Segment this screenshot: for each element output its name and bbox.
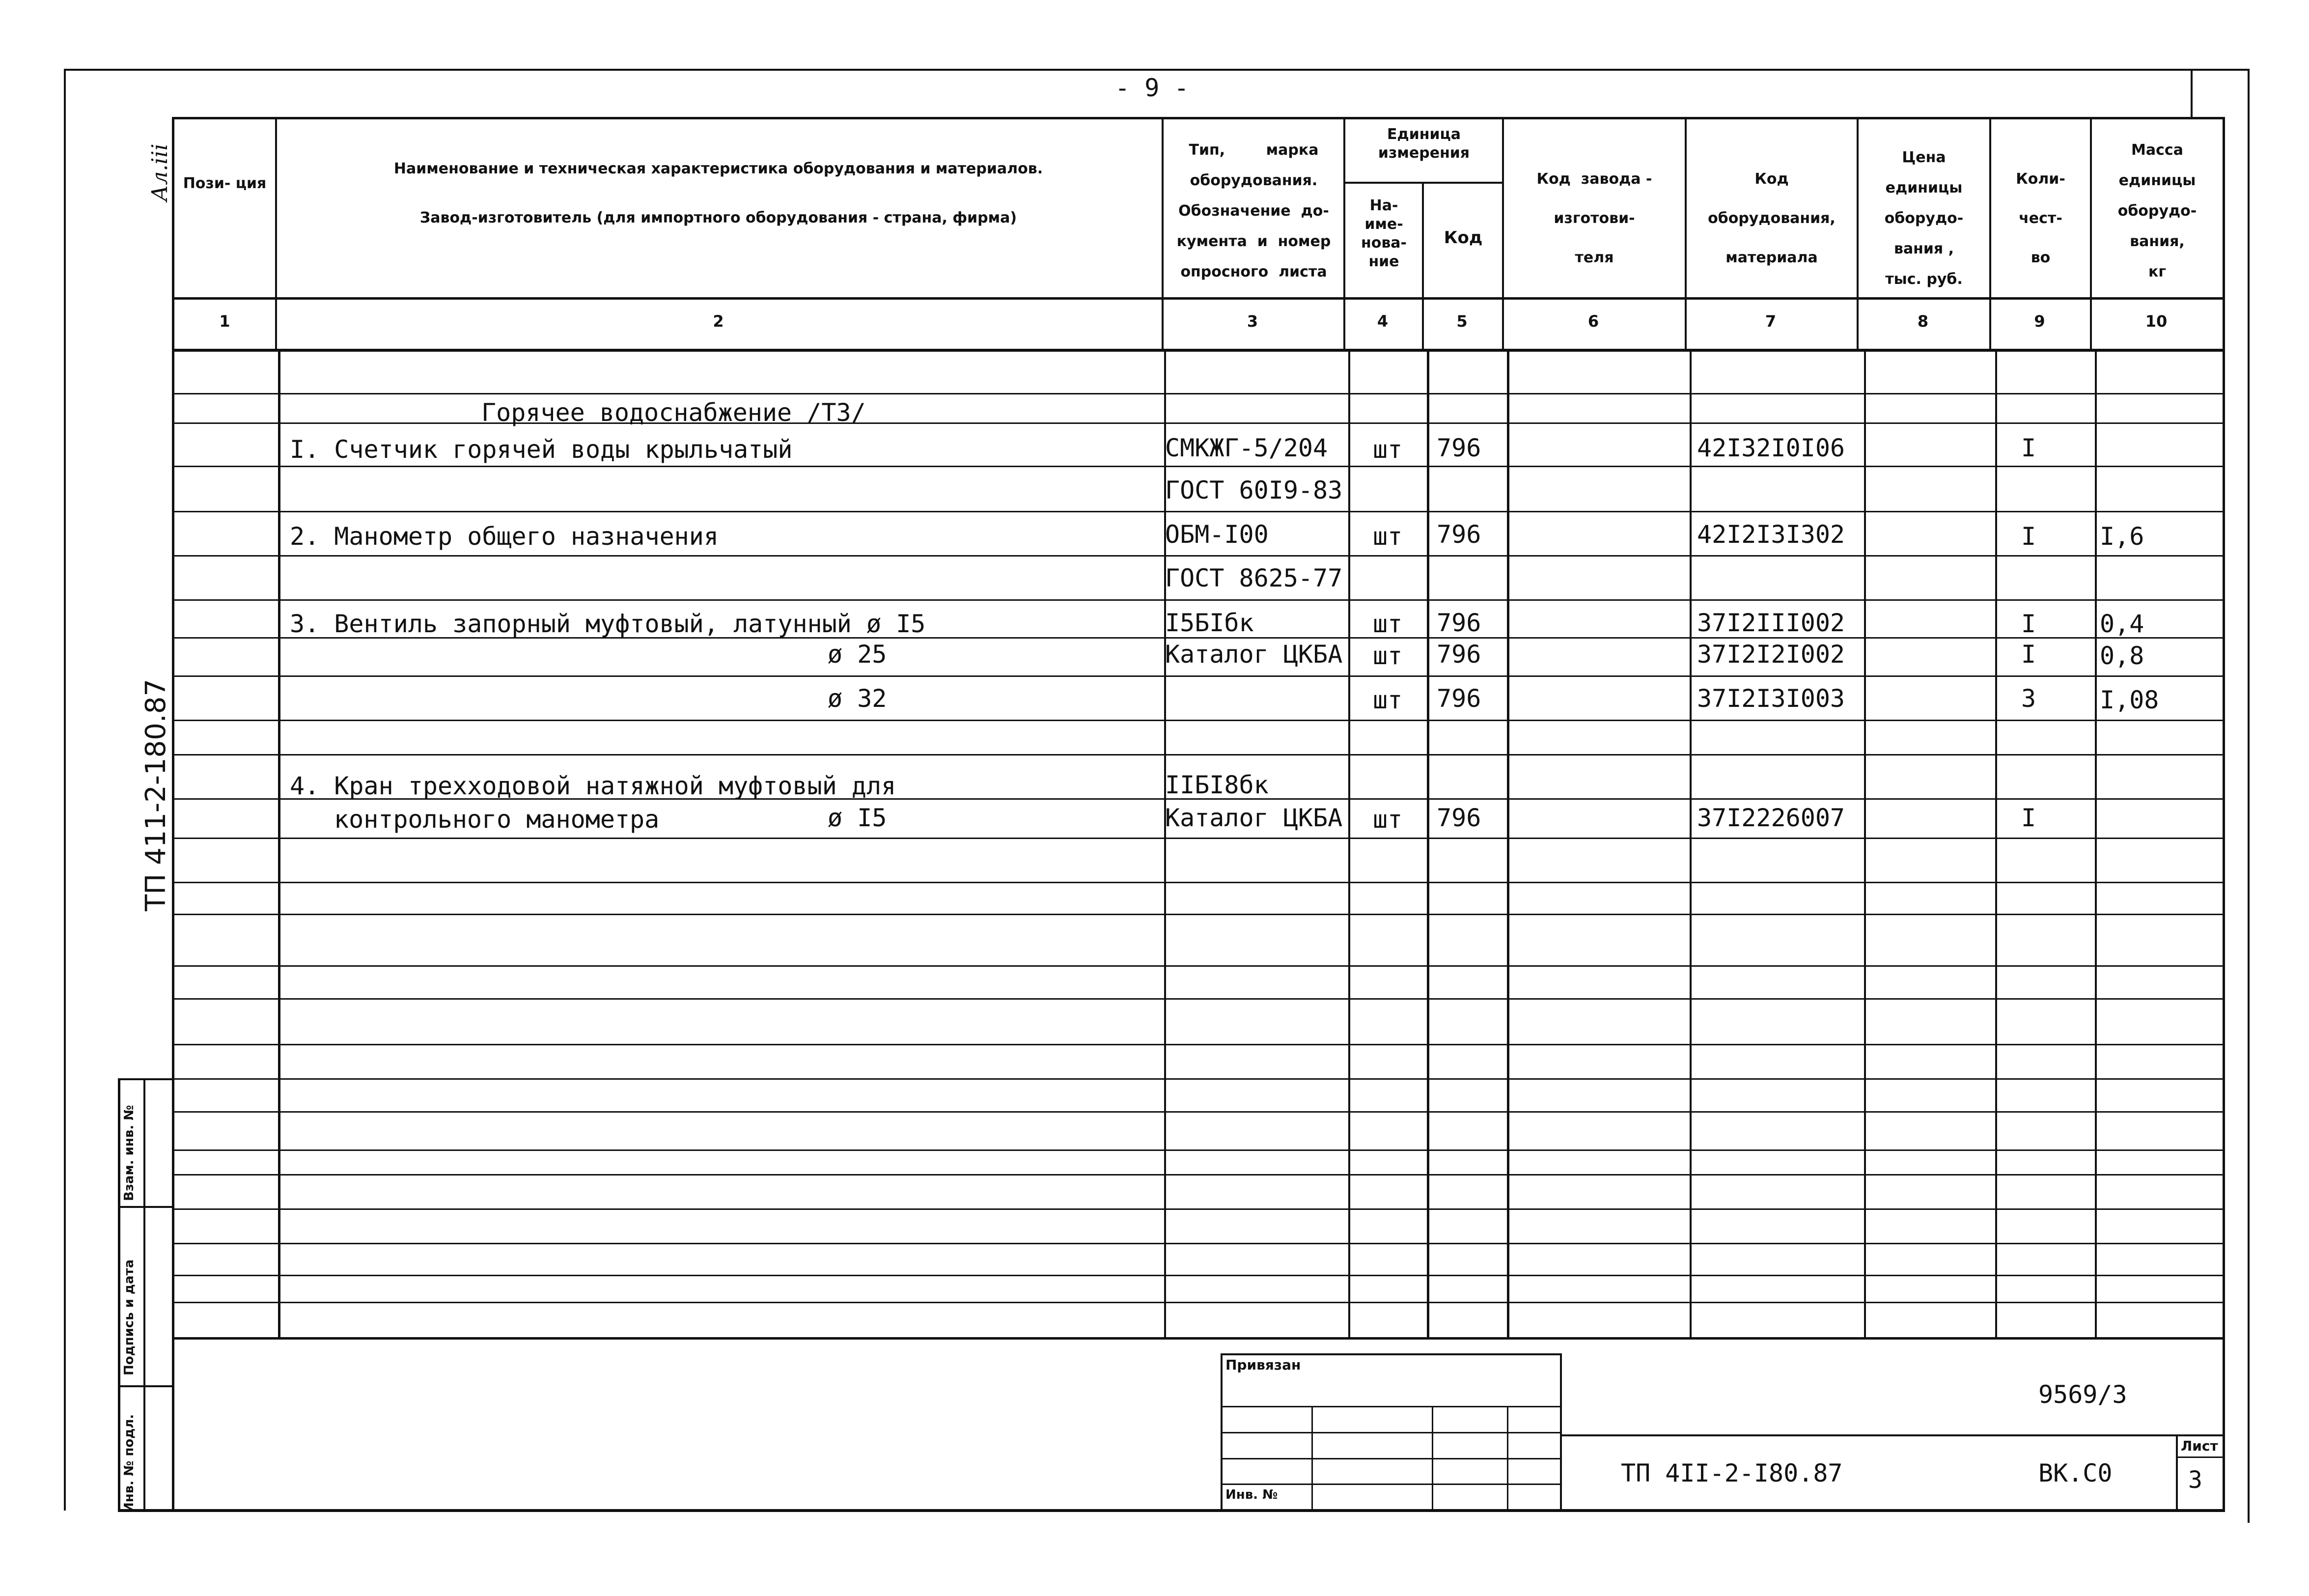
stamp-box-h3 [1221,1458,1562,1459]
row5-code: 37I2III002 [1697,609,1845,637]
row6-unit: шт [1373,642,1403,670]
doc-number: 9569/3 [2038,1380,2127,1409]
body-row-rule [174,675,2225,677]
row7-ucode: 796 [1437,684,1481,713]
stamp-strip-left [118,1078,120,1512]
stamp-inv-podl: Инв. № подл. [122,1414,137,1513]
row7-name: ø 32 [828,684,887,713]
stamp-vzam: Взам. инв. № [122,1105,137,1201]
row7-unit: шт [1373,686,1403,714]
body-row-rule [174,720,2225,721]
hdr-factory-code: Код завода - изготови- теля [1536,170,1652,266]
section-title: Горячее водоснабжение /Т3/ [481,398,866,427]
colnum-bottom [172,349,2225,352]
row1-qty: I [2021,434,2036,462]
body-row-rule [174,393,2225,394]
row5-type: I5БIбк [1165,609,1254,637]
row9-unit: шт [1373,805,1403,834]
inner-frame-top [172,117,2225,119]
frame-top-right-tick [2191,69,2193,118]
row3-qty: I [2021,522,2036,551]
hdr-unit-sub [1343,182,1503,184]
body-row-rule [174,998,2225,1000]
hdr-position: Пози- ция [183,175,267,192]
hdr-mass: Масса единицы оборудо- вания, кг [2117,141,2197,280]
stamp-inv: Инв. № [1225,1487,1278,1502]
stamp-box-top [1221,1353,1562,1355]
mark: ВК.С0 [2038,1459,2113,1487]
hdr-name-line2: Завод-изготовитель (для импортного оборудования - страна, фирма) [419,209,1017,226]
row6-name: ø 25 [828,640,887,669]
colnum-3: 3 [1247,312,1258,331]
body-row-rule [174,555,2225,557]
row8-type: IIБI8бк [1165,771,1269,799]
colnum-1: 1 [219,312,230,331]
margin-note: Ал.iii [147,143,172,201]
row6-qty: I [2021,640,2036,669]
body-row-rule [174,1078,2225,1080]
body-v6 [1690,350,1692,1339]
sheet-label: Лист [2181,1438,2218,1454]
body-bottom [174,1337,2225,1340]
hdr-equip-code: Код оборудования, материала [1708,170,1836,266]
colnum-4: 4 [1377,312,1389,331]
row1-name: I. Счетчик горячей воды крыльчатый [290,435,793,464]
row4-type: ГОСТ 8625-77 [1165,564,1343,592]
row1-type: СМКЖГ-5/204 [1165,434,1328,462]
row3-name: 2. Манометр общего назначения [290,522,719,551]
row3-code: 42I2I3I302 [1697,520,1845,549]
stamp-strip-top [118,1078,174,1080]
hdr-name-line1: Наименование и техническая характеристика оборудования и материалов. [393,160,1043,177]
body-row-rule [174,466,2225,467]
sheet-cell-mid [2176,1456,2225,1458]
body-row-rule [174,1149,2225,1151]
body-row-rule [174,599,2225,601]
hdr-price: Цена единицы оборудо- вания , тыс. руб. [1884,149,1964,288]
row7-mass: I,08 [2100,686,2159,714]
row6-ucode: 796 [1437,640,1481,669]
outer-frame-right [2248,69,2250,1523]
body-row-rule [174,1208,2225,1210]
stamp-box-v3 [1507,1406,1508,1511]
body-v1 [278,350,280,1339]
stamp-strip-div1 [118,1206,174,1208]
stamp-box-h1 [1221,1406,1562,1407]
body-row-rule [174,1111,2225,1113]
stamp-box-h4 [1221,1484,1562,1485]
row9-qty: I [2021,804,2036,832]
hdr-unit-code: Код [1444,228,1483,248]
row5-unit: шт [1373,610,1403,638]
row5-ucode: 796 [1437,609,1481,637]
body-row-rule [174,1243,2225,1244]
inner-frame-bottom [118,1509,2225,1512]
colnum-10: 10 [2145,312,2168,331]
colnum-9: 9 [2034,312,2045,331]
stamp-privyazan: Привязан [1225,1357,1301,1373]
colnum-6: 6 [1587,312,1599,331]
row3-type: ОБМ-I00 [1165,520,1269,549]
body-row-rule [174,754,2225,756]
row3-ucode: 796 [1437,520,1481,549]
row9-name: контрольного манометра [334,805,660,834]
body-v9 [2095,350,2097,1339]
row9-type: Каталог ЦКБА [1165,804,1343,832]
row7-qty: 3 [2021,684,2036,713]
page-number: - 9 - [1115,74,1189,102]
row8-name: 4. Кран трехходовой натяжной муфтовый для [290,772,896,800]
body-row-rule [174,965,2225,967]
colnum-8: 8 [1917,312,1929,331]
outer-frame-left [64,69,66,1511]
colnum-7: 7 [1765,312,1777,331]
designation: ТП 4II-2-I80.87 [1621,1459,1843,1487]
body-row-rule [174,1302,2225,1303]
row6-code: 37I2I2I002 [1697,640,1845,669]
hdr-bottom [172,297,2225,300]
stamp-podpis: Подпись и дата [122,1259,137,1375]
body-v3 [1348,350,1350,1339]
side-code: ТП 411-2-180.87 [140,679,172,911]
row6-mass: 0,8 [2100,642,2144,670]
body-row-rule [174,1044,2225,1045]
row5-name: 3. Вентиль запорный муфтовый, латунный ø I5 [290,610,926,638]
row1-code: 42I32I0I06 [1697,434,1845,462]
body-v7 [1864,350,1866,1339]
body-row-rule [174,882,2225,883]
body-row-rule [174,838,2225,839]
stamp-box-v1 [1311,1406,1313,1511]
row5-mass: 0,4 [2100,610,2144,638]
row3-unit: шт [1373,522,1403,551]
body-v8 [1995,350,1997,1339]
colnum-2: 2 [713,312,724,331]
row3-mass: I,6 [2100,522,2144,551]
row9-code: 37I2226007 [1697,804,1845,832]
colnum-5: 5 [1456,312,1468,331]
row1-unit: шт [1373,435,1403,464]
hdr-unit-group: Единица измерения [1378,126,1470,162]
sheet-cell-left [2176,1434,2178,1512]
sheet-number: 3 [2188,1466,2202,1494]
row6-type: Каталог ЦКБА [1165,640,1343,669]
row1-ucode: 796 [1437,434,1481,462]
body-v4 [1427,350,1429,1339]
body-row-rule [174,914,2225,915]
hdr-unit-name: На- име- нова- ние [1361,197,1407,270]
row2-type: ГОСТ 60I9-83 [1165,476,1343,504]
row5-qty: I [2021,610,2036,638]
outer-frame-top [64,69,2250,71]
body-row-rule [174,511,2225,512]
row9-ucode: 796 [1437,804,1481,832]
stamp-strip-mid [143,1078,145,1512]
row9-dia: ø I5 [828,804,887,832]
hdr-qty: Коли- чест- во [2016,170,2065,266]
body-v5 [1507,350,1509,1339]
stamp-box-v2 [1432,1406,1433,1511]
body-row-rule [174,1174,2225,1176]
body-row-rule [174,1275,2225,1276]
title-block-top [1562,1434,2225,1436]
stamp-box-h2 [1221,1432,1562,1433]
hdr-type: Тип, марка оборудования. Обозначение до- кумента и номер опросного листа [1176,141,1331,280]
row7-code: 37I2I3I003 [1697,684,1845,713]
